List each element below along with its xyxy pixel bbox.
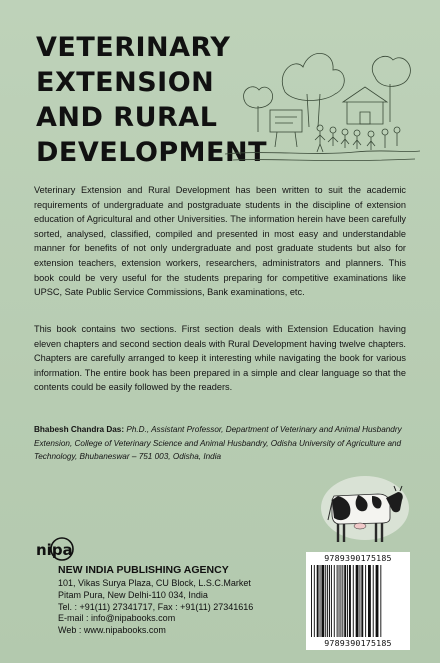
barcode-bar [342, 565, 343, 637]
barcode-bar [373, 565, 374, 637]
description-paragraph-2: This book contains two sections. First section deals with Extension Education having eleven chapters and second section deals with Rural Development having twelve chapters. Chapters are carefully arranged to keep it interesting while navigating the book for various information. The entire book has been prepared in a simple and clear language so that the contents could be easily followed by the readers. [34, 324, 406, 393]
publisher-address-1: 101, Vikas Surya Plaza, CU Block, L.S.C.Market [58, 578, 251, 588]
barcode-bar [334, 565, 335, 637]
nipa-logo-text: nipa [36, 541, 73, 559]
barcode-bar [349, 565, 351, 637]
barcode-bar [359, 565, 360, 637]
barcode-bar [320, 565, 321, 637]
barcode-bar [331, 565, 332, 637]
barcode-bar [380, 565, 381, 637]
barcode-bar [347, 565, 348, 637]
isbn-barcode [306, 552, 410, 650]
publisher-name: NEW INDIA PUBLISHING AGENCY [58, 564, 229, 576]
title-line-3: AND RURAL [36, 102, 218, 133]
barcode-bar [329, 565, 330, 637]
barcode-bar [337, 565, 338, 637]
barcode-bar [339, 565, 340, 637]
barcode-bar [327, 565, 328, 637]
author-bio [34, 423, 406, 464]
publisher-phone: Tel. : +91(11) 27341717, Fax : +91(11) 27341616 [58, 601, 254, 612]
publisher-address-2: Pitam Pura, New Delhi-110 034, India [58, 589, 208, 600]
barcode-bar [340, 565, 341, 637]
title-line-1: VETERINARY [36, 32, 231, 63]
isbn-bottom-text: 9789390175185 [324, 638, 392, 648]
barcode-bar [376, 565, 379, 637]
publisher-web: Web : www.nipabooks.com [58, 625, 166, 636]
barcode-bar [353, 565, 354, 637]
author-name: Bhabesh Chandra Das: [34, 425, 125, 434]
barcode-bar [325, 565, 326, 637]
isbn-top-text: 9789390175185 [324, 553, 392, 563]
title-line-2: EXTENSION [36, 67, 215, 98]
village-sketch-illustration [225, 32, 420, 167]
barcode-bar [344, 565, 346, 637]
barcode-bar [321, 565, 324, 637]
publisher-info [58, 563, 253, 637]
barcode-bar [356, 565, 359, 637]
barcode-bar [368, 565, 371, 637]
barcode-bar [365, 565, 366, 637]
description-paragraph-1: Veterinary Extension and Rural Development has been written to suit the academic requirements of undergraduate and postgraduate students in the discipline of extension education of Agricultural and other Universities. The information herein have been carefully sorted, analysed, classified, compiled and presented in most easy and understandable manner for benefits of not only undergraduate and post graduate students but also for extension teachers, extension workers, researchers, administrators and planners. This book could be very useful for the students preparing for competitive examinations like UPSC, Sate Public Service Commissions, Bank examinations, etc. [34, 185, 406, 298]
title-line-4: DEVELOPMENT [36, 137, 268, 168]
barcode-bar [317, 565, 319, 637]
barcode-bar [311, 565, 312, 637]
barcode-bars [310, 565, 406, 637]
nipa-logo [34, 535, 78, 563]
barcode-bar [361, 565, 363, 637]
cow-image [320, 468, 410, 548]
publisher-email: E-mail : info@nipabooks.com [58, 613, 176, 624]
author-details: Ph.D., Assistant Professor, Department of Veterinary and Animal Husbandry Extension, College of Veterinary Science and Animal Husbandry, Odisha University of Agriculture and Technology, Bhubaneswar – 751 003, Odisha, India [34, 425, 402, 462]
barcode-bar [314, 565, 315, 637]
